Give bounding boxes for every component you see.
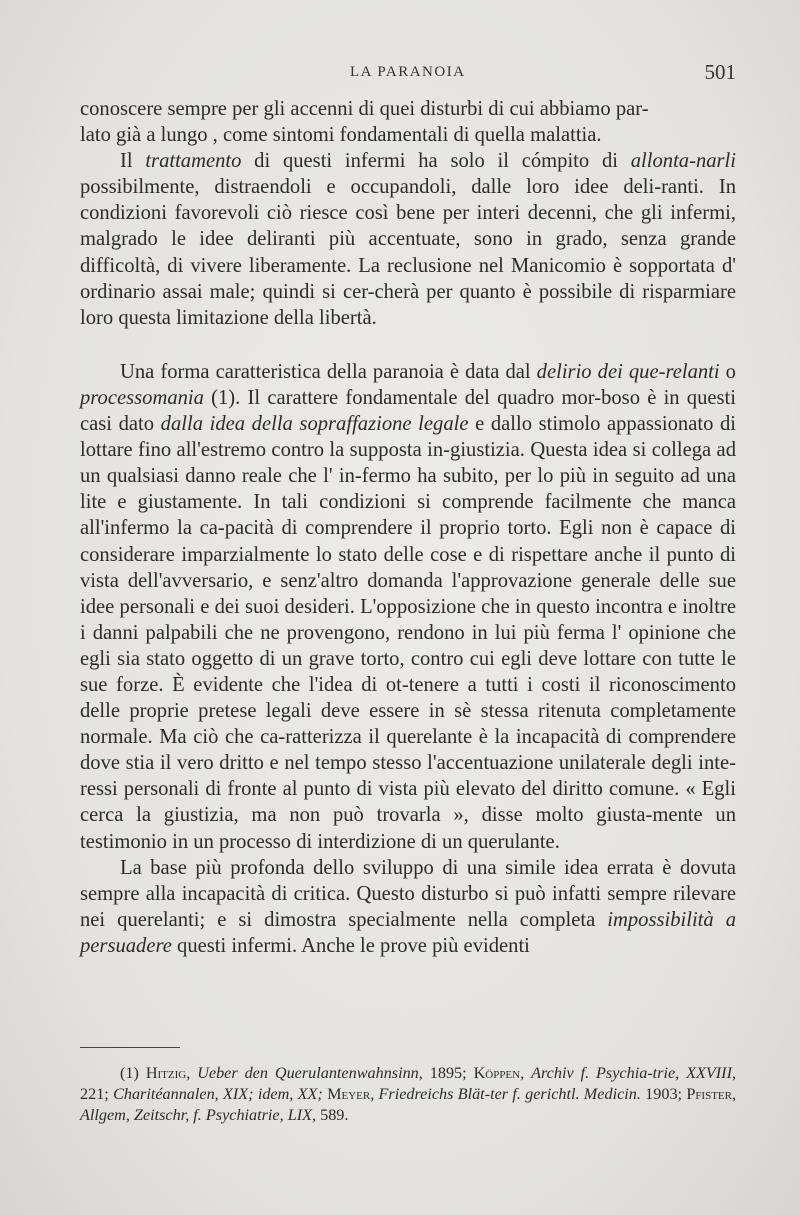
- p3-text-d: e dallo stimolo appassionato di lottare fino all'estremo contro la supposta in-giustizia. Questa idea si collega ad un qualsiasi danno reale che l' in-fermo ha subito, per lo più in seguito ad una lite e giustamente. In tali condizioni si comprende facilmente che manca all'infermo la ca-pacità di comprendere il proprio torto. Egli non è capace di considerare imparzialmente lo stato delle cose e di rispettare anche il punto di vista dell'avversario, e senz'altro domanda l'approvazione generale delle sue idee personali e dei suoi desideri. L'opposizione che in questo incontra e inoltre i danni palpabili che ne provengono, rendono in lui più ferma l' opinione che egli sia stato oggetto di un grave torto, contro cui egli deve lottare con tutte le sue forze. È evidente che l'idea di ot-tenere a tutti i costi il riconoscimento delle proprie pretese legali deve essere in sè stessa ritenuta completamente normale. Ma ciò che ca-ratterizza il querelante è la incapacità di comprendere dove stia il vero dritto e nel tempo stesso l'accentuazione unilaterale degli inte-ressi personali di fronte al punto di vista più elevato del diritto comune. « Egli cerca la giustizia, ma non può trovarla », disse molto giusta-mente un testimonio in un processo di interdizione di un querulante.: [80, 413, 736, 853]
- p3-text-b: o: [719, 360, 736, 383]
- p2-text-c: possibilmente, distraendoli e occupandoli, dalle loro idee deli-ranti. In condizioni favorevoli ciò riesce così bene per interi decenni, che gli infermi, malgrado le idee deliranti più accentuate, sono in grado, senza grande difficoltà, di vivere liberamente. La reclusione nel Manicomio è sopportata d' ordinario assai male; quindi si cer-cherà per quanto è possibile di risparmiare loro questa limitazione della libertà.: [80, 176, 736, 329]
- footnote: (1) Hitzig, Ueber den Querulantenwahnsinn, 1895; Köppen, Archiv f. Psychia-trie, XXVIII, 221; Charitéannalen, XIX; idem, XX; Meyer, Friedreichs Blät-ter f. gerichtl. Medicin. 1903; Pfister, Allgem, Zeitschr, f. Psychiatrie, LIX, 589.: [80, 1064, 737, 1124]
- paragraph-1: [80, 96, 736, 148]
- footnote-author-hitzig: Hitzig: [145, 1064, 187, 1082]
- p2-emphasis-trattamento: trattamento: [145, 150, 242, 173]
- page-header: [80, 62, 736, 88]
- footnote-sep-4: 1903;: [640, 1085, 687, 1103]
- footnote-sep-2: 221;: [80, 1085, 114, 1103]
- p2-emphasis-allontanarli: allonta-narli: [630, 150, 736, 173]
- footnote-title-5: Allgem, Zeitschr, f. Psychiatrie, LIX,: [80, 1106, 317, 1124]
- footnote-sep-1: , 1895;: [418, 1064, 474, 1082]
- p3-emphasis-delirio: delirio dei que-relanti: [536, 360, 720, 383]
- paragraph-2: [80, 148, 736, 331]
- footnote-marker: (1): [120, 1064, 146, 1082]
- p3-emphasis-sopraffazione: dalla idea della sopraffazione legale: [160, 413, 469, 436]
- p3-text-a: Una forma caratteristica della paranoia è data dal: [120, 360, 537, 383]
- p4-text-b: questi infermi. Anche le prove più evidenti: [171, 934, 530, 957]
- footnote-rule: [80, 1047, 180, 1048]
- page-number: 501: [704, 60, 736, 84]
- footnote-author-koppen: Köppen: [473, 1064, 521, 1082]
- footnote-author-meyer: Meyer: [327, 1085, 371, 1103]
- footnote-title-1: Ueber den Querulantenwahnsinn: [197, 1064, 419, 1082]
- p4-emphasis-impossibilita: impossibilità a persuadere: [80, 908, 736, 957]
- running-title: LA PARANOIA: [350, 64, 466, 80]
- p3-emphasis-processomania: processomania: [80, 386, 204, 409]
- p1-line-1: conoscere sempre per gli accenni di quei disturbi di cui abbiamo par-: [80, 98, 649, 120]
- footnote-title-3: Charitéannalen, XIX; idem, XX;: [113, 1085, 323, 1103]
- body-text: [80, 96, 736, 959]
- footnote-title-4: Friedreichs Blät-ter f. gerichtl. Medicin.: [378, 1085, 641, 1103]
- p2-text-b: di questi infermi ha solo il cómpito di: [241, 150, 631, 173]
- footnote-sep-5: 589.: [316, 1106, 349, 1124]
- p4-text-a: La base più profonda dello sviluppo di una simile idea errata è dovuta sempre alla incapacità di critica. Questo disturbo si può infatti sempre rilevare nei querelanti; e si dimostra specialmente nella completa: [80, 856, 736, 931]
- p2-text-a: Il: [120, 150, 146, 173]
- p3-text-c: (1). Il carattere fondamentale del quadro mor-boso è in questi casi dato: [80, 386, 736, 436]
- footnote-author-pfister: Pfister: [686, 1085, 732, 1103]
- p1-line-2: lato già a lungo , come sintomi fondamentali di quella malattia.: [80, 124, 602, 147]
- paragraph-4: [80, 855, 736, 959]
- paragraph-3: [80, 359, 736, 855]
- footnote-title-2: Archiv f. Psychia-trie, XXVIII,: [531, 1064, 737, 1082]
